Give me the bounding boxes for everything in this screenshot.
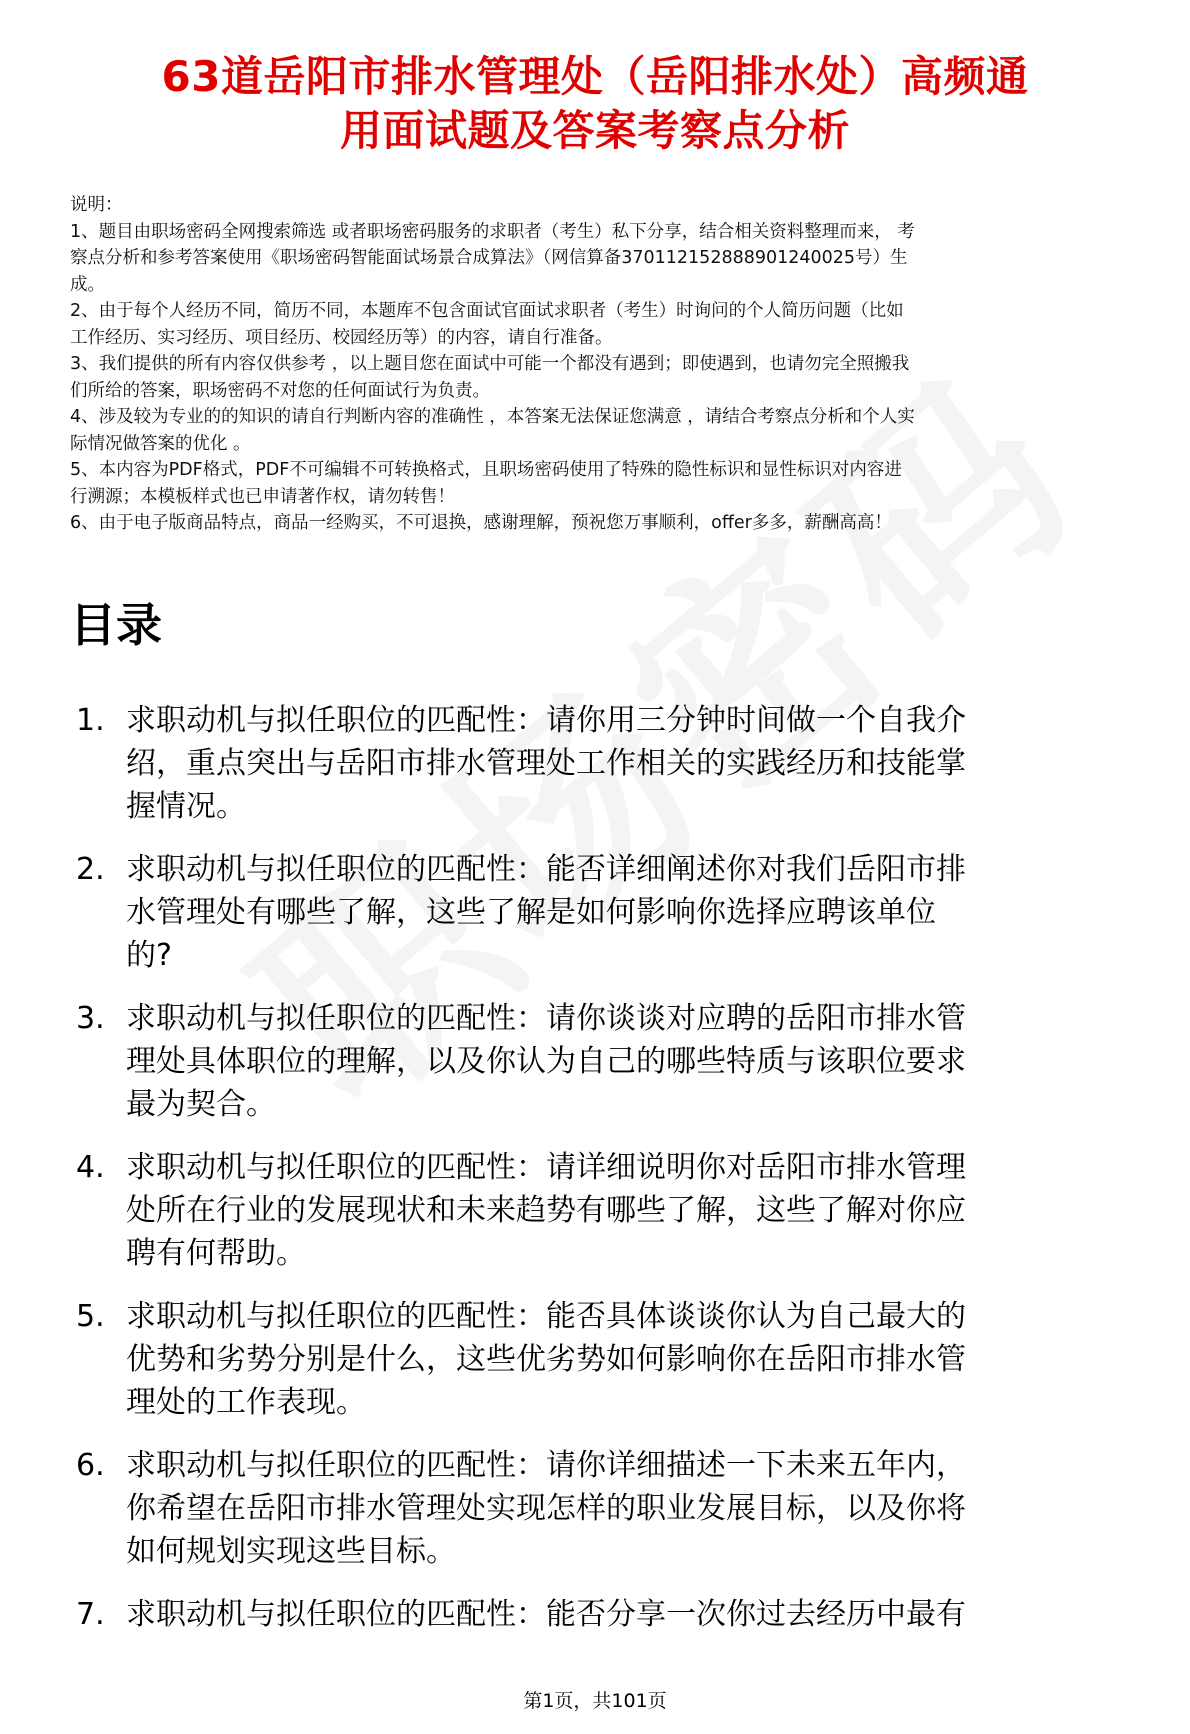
document-title-line: 63道岳阳市排水管理处（岳阳排水处）高频通 <box>161 52 1029 101</box>
toc-item-text: 优势和劣势分别是什么，这些优劣势如何影响你在岳阳市排水管 <box>126 1341 966 1377</box>
toc-item[interactable] <box>70 1295 1120 1424</box>
toc-item-text: 理处的工作表现。 <box>126 1384 366 1420</box>
toc-item-text: 最为契合。 <box>126 1086 276 1122</box>
toc-item-number: 6. <box>76 1447 105 1483</box>
toc-item-text: 求职动机与拟任职位的匹配性：请你用三分钟时间做一个自我介 <box>126 702 966 738</box>
note-line: 6、由于电子版商品特点，商品一经购买，不可退换，感谢理解，预祝您万事顺利，offer多多，薪酬高高！ <box>70 513 892 533</box>
note-line: 行溯源；本模板样式也已申请著作权，请勿转售！ <box>70 486 455 507</box>
toc-item-text: 水管理处有哪些了解，这些了解是如何影响你选择应聘该单位 <box>126 894 936 930</box>
toc-item-text: 求职动机与拟任职位的匹配性：请你详细描述一下未来五年内， <box>126 1447 966 1483</box>
note-line: 4、涉及较为专业的的知识的请自行判断内容的准确性 ，本答案无法保证您满意 ，请结合考察点分析和个人实 <box>70 407 915 427</box>
toc-item[interactable] <box>70 848 1120 977</box>
note-line: 察点分析和参考答案使用《职场密码智能面试场景合成算法》（网信算备370112152888901240025号）生 <box>70 248 908 268</box>
note-line: 5、本内容为PDF格式，PDF不可编辑不可转换格式，且职场密码使用了特殊的隐性标识和显性标识对内容进 <box>70 460 902 480</box>
toc-item-text: 求职动机与拟任职位的匹配性：请详细说明你对岳阳市排水管理 <box>126 1149 966 1185</box>
toc-item-text: 处所在行业的发展现状和未来趋势有哪些了解，这些了解对你应 <box>126 1192 966 1228</box>
toc-item[interactable] <box>70 1593 1120 1636</box>
document-page <box>0 50 1190 1636</box>
toc-item-text: 如何规划实现这些目标。 <box>126 1533 456 1569</box>
toc-item[interactable] <box>70 1146 1120 1275</box>
note-line: 3、我们提供的所有内容仅供参考 ，以上题目您在面试中可能一个都没有遇到；即使遇到，也请勿完全照搬我 <box>70 354 910 374</box>
page-indicator: 第1页，共101页 <box>523 1690 667 1712</box>
toc-item-number: 4. <box>76 1149 105 1185</box>
toc-item-text: 求职动机与拟任职位的匹配性：请你谈谈对应聘的岳阳市排水管 <box>126 1000 966 1036</box>
toc-item-number: 1. <box>76 702 105 738</box>
note-line: 1、题目由职场密码全网搜索筛选 或者职场密码服务的求职者（考生）私下分享，结合相关资料整理而来， 考 <box>70 221 915 242</box>
toc-item-number: 7. <box>76 1596 105 1632</box>
toc-item-number: 2. <box>76 851 105 887</box>
toc-item[interactable] <box>70 1444 1120 1573</box>
toc-item-text: 求职动机与拟任职位的匹配性：能否分享一次你过去经历中最有 <box>126 1596 966 1632</box>
toc-item[interactable] <box>70 699 1120 828</box>
toc-item-text: 聘有何帮助。 <box>126 1235 306 1271</box>
document-title-line: 用面试题及答案考察点分析 <box>339 106 850 155</box>
note-line: 际情况做答案的优化 。 <box>70 433 251 454</box>
toc-item-number: 5. <box>76 1298 105 1334</box>
toc-item[interactable] <box>70 997 1120 1126</box>
toc-list <box>70 699 1120 1636</box>
notes-heading: 说明： <box>70 195 123 215</box>
toc-heading: 目录 <box>70 597 162 652</box>
toc-item-text: 理处具体职位的理解，以及你认为自己的哪些特质与该职位要求 <box>126 1043 966 1079</box>
note-line: 成。 <box>70 274 105 295</box>
document-title <box>70 50 1120 158</box>
toc-item-text: 绍，重点突出与岳阳市排水管理处工作相关的实践经历和技能掌 <box>126 745 966 781</box>
toc-item-text: 求职动机与拟任职位的匹配性：能否具体谈谈你认为自己最大的 <box>126 1298 966 1334</box>
toc-item-number: 3. <box>76 1000 105 1036</box>
toc-item-text: 的? <box>126 937 172 973</box>
toc-item-text: 你希望在岳阳市排水管理处实现怎样的职业发展目标，以及你将 <box>126 1490 966 1526</box>
notes-section <box>70 192 1120 537</box>
toc-item-text: 求职动机与拟任职位的匹配性：能否详细阐述你对我们岳阳市排 <box>126 851 966 887</box>
note-line: 2、由于每个人经历不同，简历不同，本题库不包含面试官面试求职者（考生）时询问的个人简历问题（比如 <box>70 301 904 321</box>
note-line: 工作经历、实习经历、项目经历、校园经历等）的内容，请自行准备。 <box>70 327 613 348</box>
note-line: 们所给的答案，职场密码不对您的任何面试行为负责。 <box>70 380 490 401</box>
toc-item-text: 握情况。 <box>126 788 246 824</box>
